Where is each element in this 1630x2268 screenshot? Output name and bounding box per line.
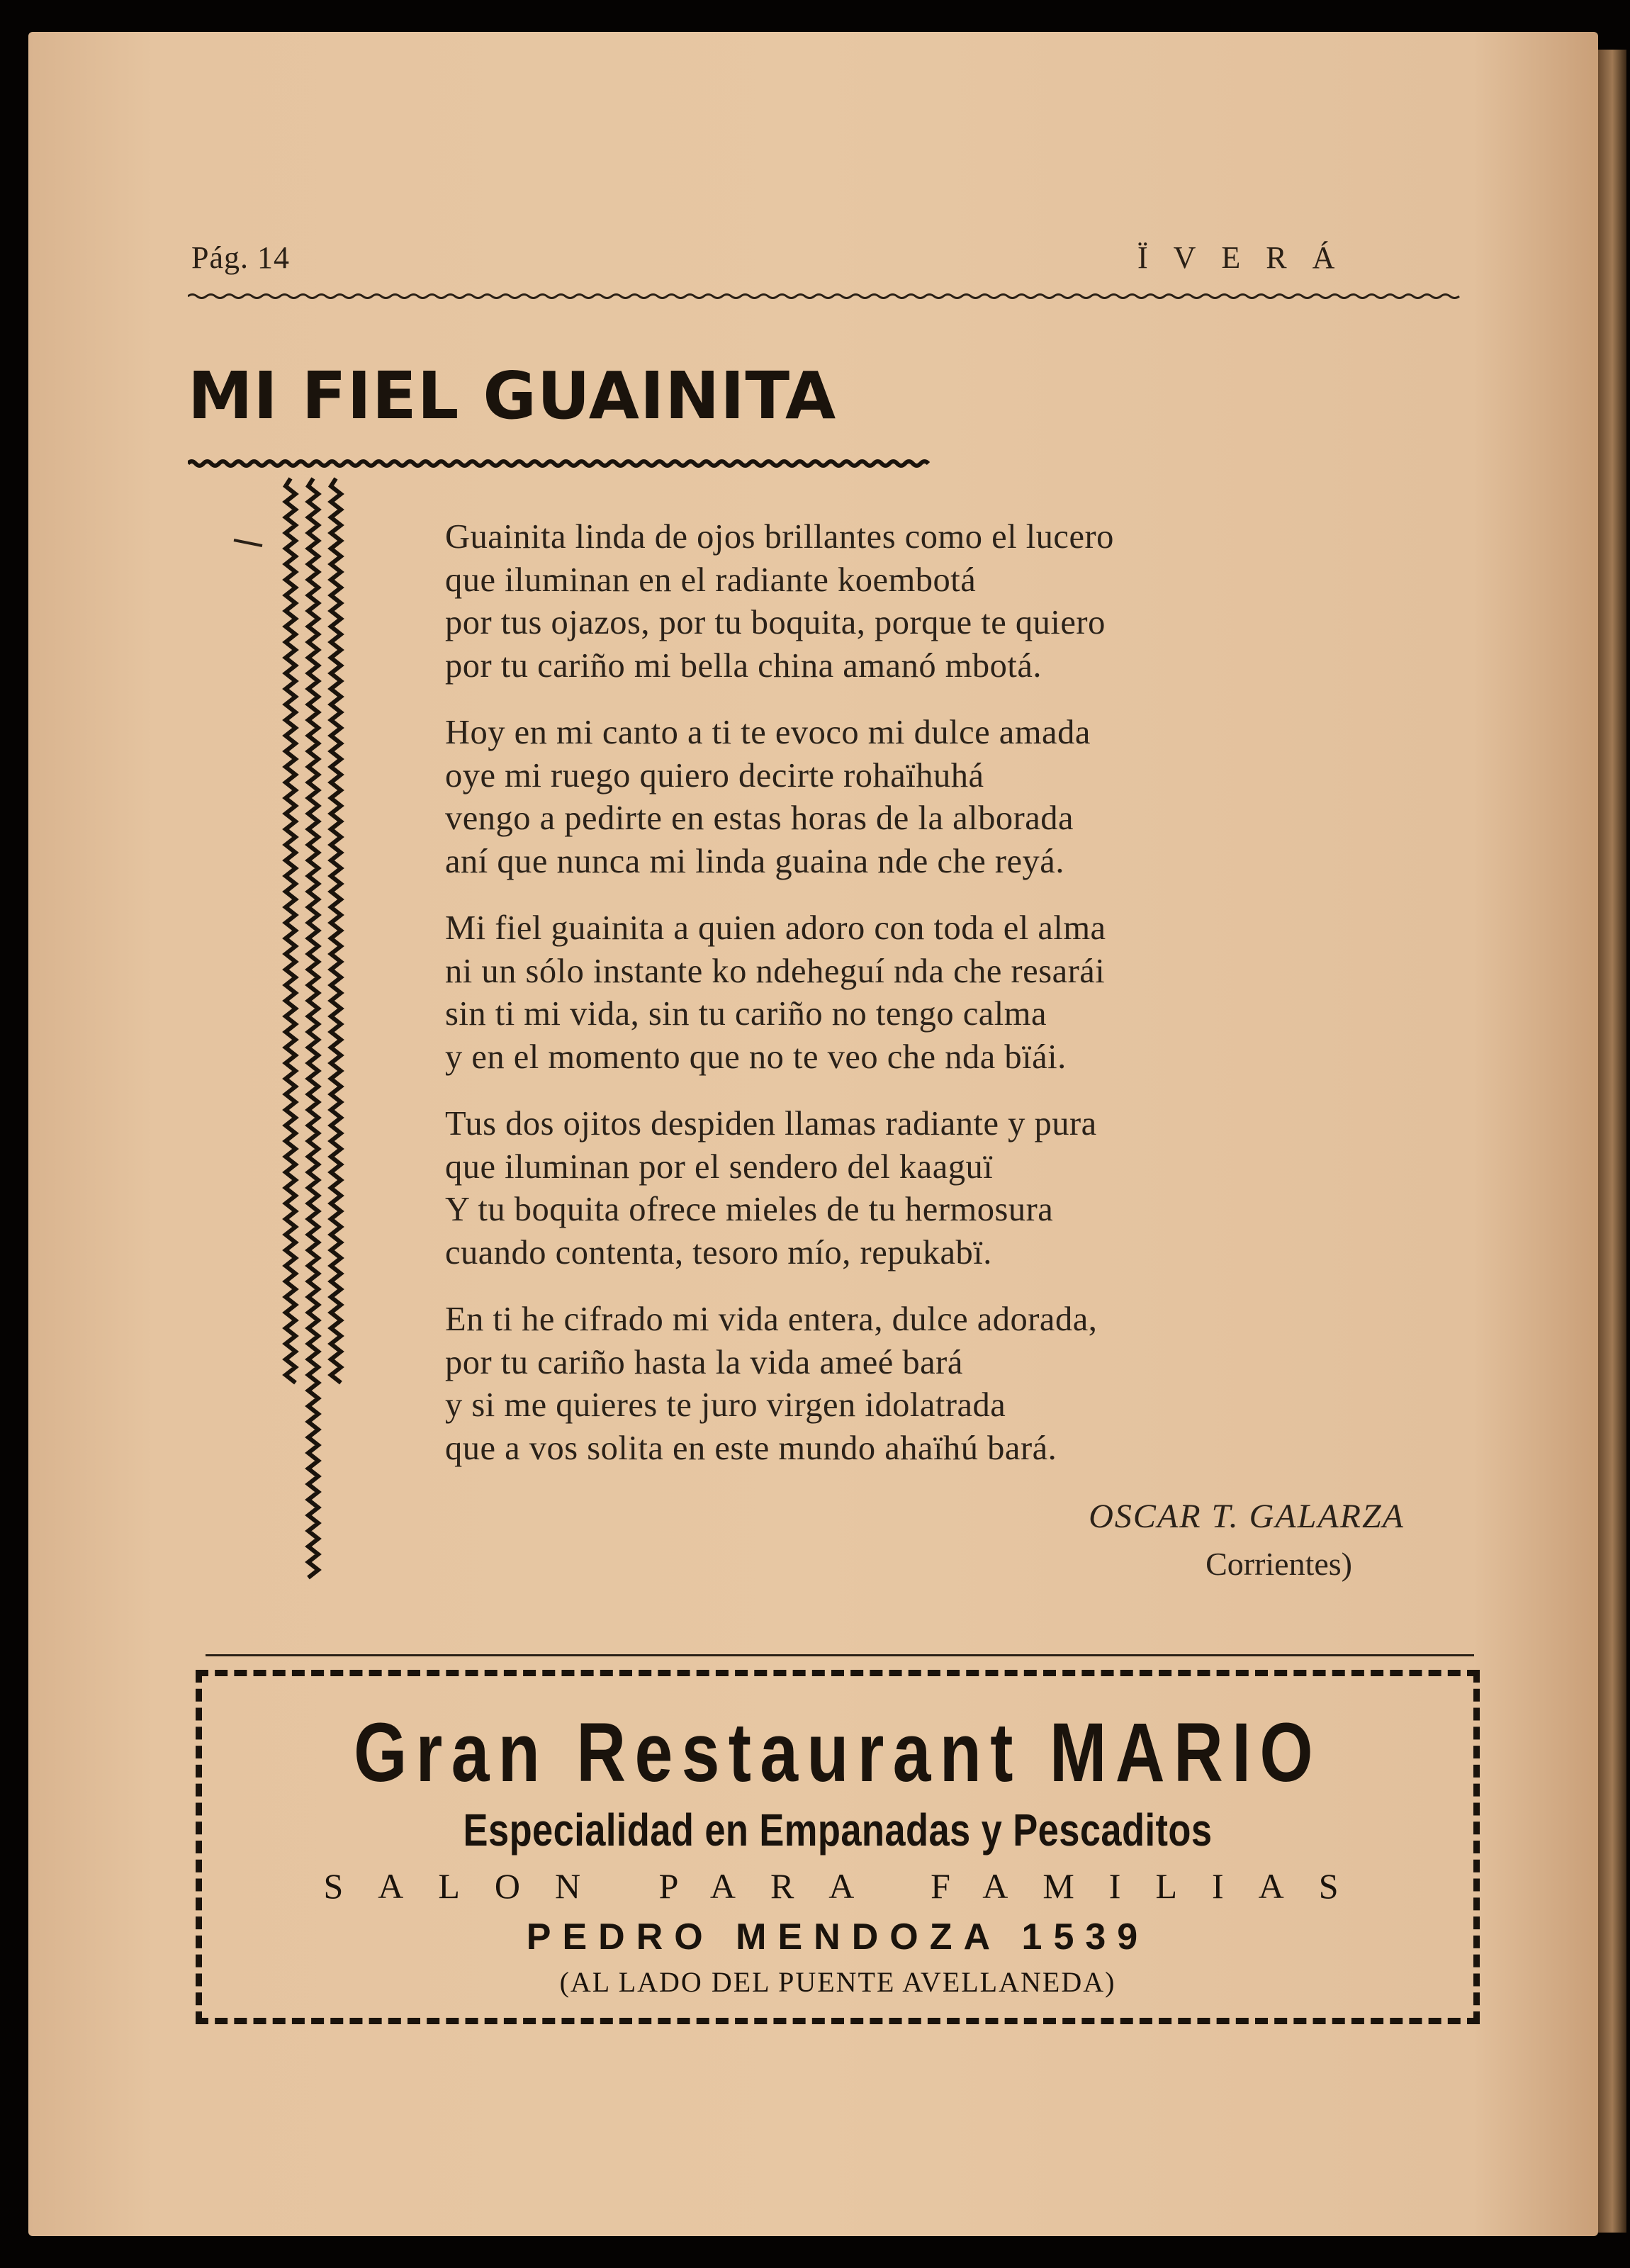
page-number: Pág. 14 (191, 240, 290, 275)
poem-line: y si me quieres te juro virgen idolatrada (445, 1386, 1006, 1424)
poem-line: que iluminan en el radiante koembotá (445, 561, 977, 599)
poem-line: vengo a pedirte en estas horas de la alborada (445, 799, 1074, 837)
poem-line: Hoy en mi canto a ti te evoco mi dulce amada (445, 714, 1091, 751)
book-spine-edge (1598, 50, 1626, 2233)
decorative-zigzag-columns (227, 475, 354, 1609)
poem-line: oye mi ruego quiero decirte rohaïhuhá (445, 756, 984, 795)
poem-stanza (445, 1298, 1381, 1470)
restaurant-location-note: (AL LADO DEL PUENTE AVELLANEDA) (559, 1966, 1116, 1998)
restaurant-name: Gran Restaurant MARIO (354, 1706, 1322, 1800)
poem-body (445, 516, 1381, 1494)
poem-place: Corrientes) (1205, 1546, 1352, 1582)
title-wavy-rule (188, 456, 932, 471)
poem-line: Tus dos ojitos despiden llamas radiante y pura (445, 1105, 1097, 1143)
poem-line: aní que nunca mi linda guaina nde che reyá. (445, 842, 1064, 880)
poem-line: que a vos solita en este mundo ahaïhú bará. (445, 1429, 1057, 1467)
advertisement-top-rule (206, 1654, 1474, 1656)
poem-stanza (445, 516, 1381, 687)
poem-line: por tu cariño hasta la vida ameé bará (445, 1343, 963, 1381)
poem-stanza (445, 907, 1381, 1079)
poem-author: OSCAR T. GALARZA (1089, 1498, 1405, 1535)
poem-line: ni un sólo instante ko ndeheguí nda che resarái (445, 952, 1106, 990)
restaurant-salon: SALON PARA FAMILIAS (323, 1866, 1373, 1906)
poem-line: Guainita linda de ojos brillantes como el lucero (445, 518, 1114, 556)
poem-line: cuando contenta, tesoro mío, repukabï. (445, 1233, 992, 1271)
poem-line: por tus ojazos, por tu boquita, porque te quiero (445, 604, 1106, 641)
poem-stanza (445, 1103, 1381, 1274)
poem-line: Mi fiel guainita a quien adoro con toda el alma (445, 909, 1106, 947)
restaurant-advertisement (196, 1670, 1480, 2024)
poem-title: MI FIEL GUAINITA (188, 358, 837, 434)
poem-stanza (445, 712, 1381, 883)
poem-line: y en el momento que no te veo che nda bïái. (445, 1038, 1067, 1076)
restaurant-specialty: Especialidad en Empanadas y Pescaditos (463, 1804, 1213, 1856)
restaurant-address: PEDRO MENDOZA 1539 (526, 1916, 1150, 1958)
header-wavy-rule (188, 291, 1463, 302)
poem-line: En ti he cifrado mi vida entera, dulce adorada, (445, 1301, 1098, 1338)
magazine-name: ÏVERÁ (1137, 240, 1361, 275)
poem-line: que iluminan por el sendero del kaaguï (445, 1147, 994, 1186)
poem-line: sin ti mi vida, sin tu cariño no tengo calma (445, 995, 1047, 1033)
poem-line: Y tu boquita ofrece mieles de tu hermosura (445, 1191, 1054, 1228)
poem-line: por tu cariño mi bella china amanó mbotá. (445, 646, 1042, 685)
